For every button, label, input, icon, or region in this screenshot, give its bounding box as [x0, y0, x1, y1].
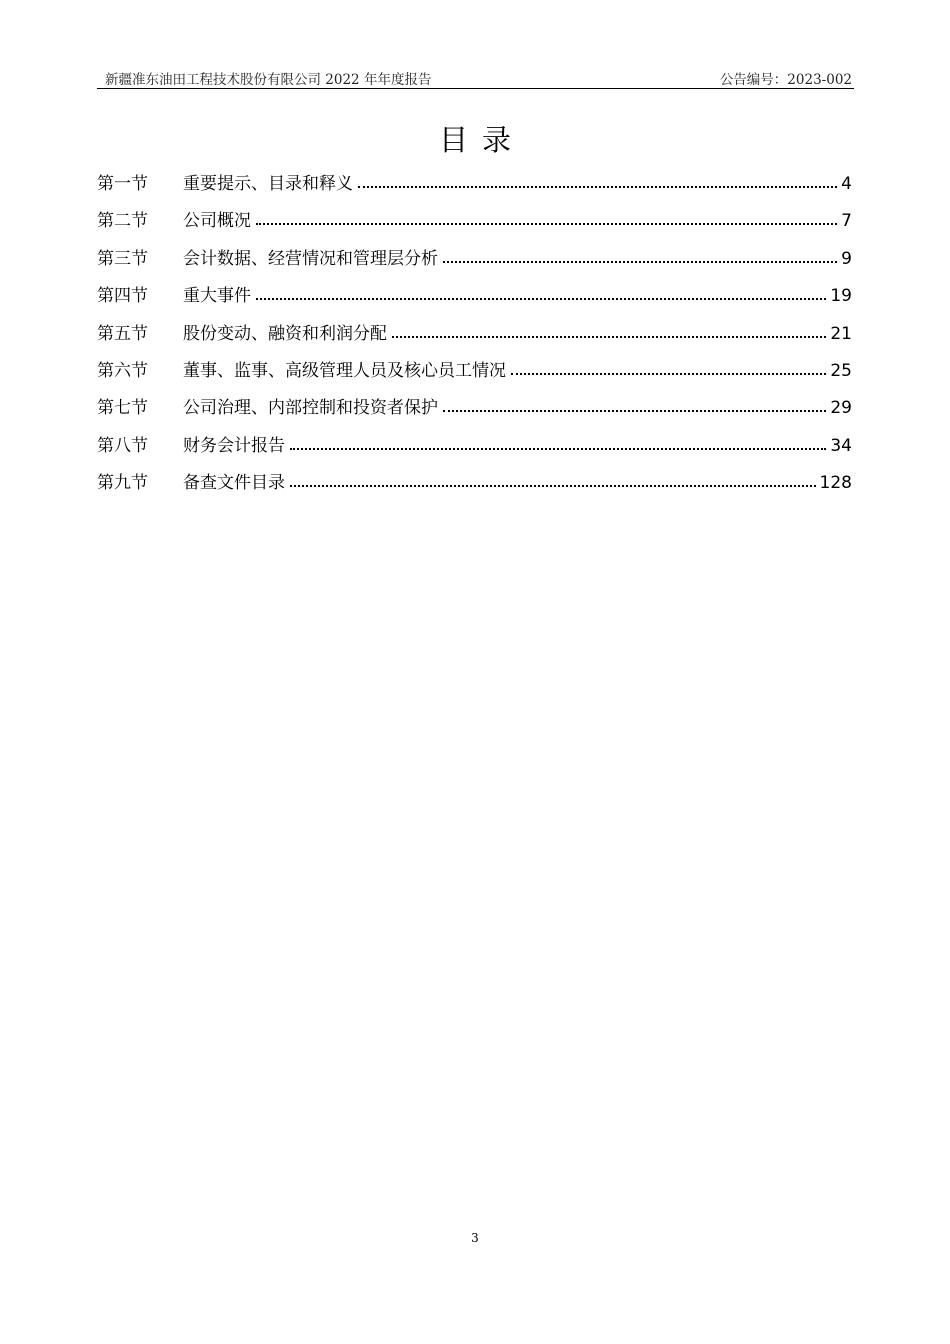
toc-dot-leader — [256, 212, 837, 226]
header-announcement-number: 公告编号：2023-002 — [719, 72, 852, 88]
toc-dot-leader — [358, 175, 837, 189]
header-report-title: 新疆准东油田工程技术股份有限公司 2022 年年度报告 — [105, 72, 432, 88]
toc-page-number: 34 — [830, 435, 852, 456]
toc-page-number: 19 — [830, 286, 852, 307]
toc-section-number: 第二节 — [97, 211, 148, 232]
toc-entry[interactable] — [97, 171, 852, 208]
toc-section-title: 会计数据、经营情况和管理层分析 — [183, 248, 438, 269]
toc-dot-leader — [443, 399, 826, 413]
toc-section-title: 备查文件目录 — [183, 473, 285, 494]
toc-section-title: 财务会计报告 — [183, 435, 285, 456]
toc-page-number: 21 — [830, 323, 852, 344]
toc-entry[interactable] — [97, 208, 852, 245]
toc-page-number: 7 — [841, 211, 852, 232]
toc-entry[interactable] — [97, 395, 852, 432]
toc-section-number: 第四节 — [97, 286, 148, 307]
toc-dot-leader — [256, 287, 826, 301]
toc-page-number: 128 — [819, 473, 852, 494]
toc-section-number: 第九节 — [97, 473, 148, 494]
toc-page-number: 29 — [830, 398, 852, 419]
toc-entry[interactable] — [97, 470, 852, 507]
toc-section-number: 第七节 — [97, 398, 148, 419]
table-of-contents — [97, 171, 852, 508]
toc-title: 目录 — [438, 123, 525, 157]
toc-section-number: 第六节 — [97, 360, 148, 381]
page-header — [97, 66, 854, 89]
toc-page-number: 25 — [830, 360, 852, 381]
footer-page-number: 3 — [471, 1231, 479, 1245]
toc-dot-leader — [290, 437, 826, 451]
toc-page-number: 9 — [841, 248, 852, 269]
toc-entry[interactable] — [97, 358, 852, 395]
toc-section-number: 第八节 — [97, 435, 148, 456]
toc-dot-leader — [290, 474, 816, 488]
toc-entry[interactable] — [97, 433, 852, 470]
toc-section-number: 第五节 — [97, 323, 148, 344]
toc-section-title: 公司概况 — [183, 211, 251, 232]
toc-dot-leader — [443, 250, 837, 264]
toc-entry[interactable] — [97, 321, 852, 358]
toc-page-number: 4 — [841, 174, 852, 194]
toc-entry[interactable] — [97, 283, 852, 320]
toc-section-title: 重大事件 — [183, 286, 251, 307]
toc-entry[interactable] — [97, 246, 852, 283]
toc-section-title: 董事、监事、高级管理人员及核心员工情况 — [183, 360, 506, 381]
toc-section-title: 重要提示、目录和释义 — [183, 174, 353, 194]
toc-dot-leader — [392, 325, 826, 339]
toc-section-title: 公司治理、内部控制和投资者保护 — [183, 398, 438, 419]
toc-section-number: 第三节 — [97, 248, 148, 269]
toc-dot-leader — [511, 362, 826, 376]
toc-section-title: 股份变动、融资和利润分配 — [183, 323, 387, 344]
toc-section-number: 第一节 — [97, 174, 148, 194]
